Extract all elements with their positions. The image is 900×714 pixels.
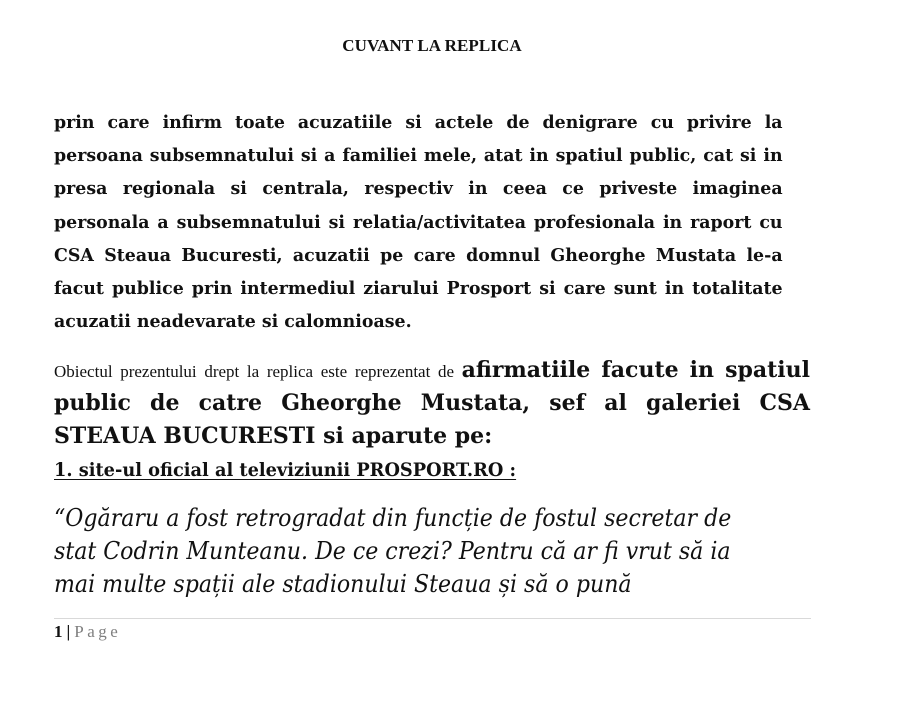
site-heading: 1. site-ul oficial al televiziunii PROSPORT.RO : (54, 460, 517, 481)
page-number: 1 (54, 622, 63, 641)
paragraph-object-emphasis: afirmatiile facute in spatiul public de catre Gheorghe Mustata, sef al galeriei CSA STEAUA BUCURESTI si aparute pe: (54, 357, 810, 449)
paragraph-denial: prin care infirm toate acuzatiile si actele de denigrare cu privire la persoana subsemnatului si a familiei mele, atat in spatiul public, cat si in presa regionala si centrala, respectiv in ceea ce priveste imaginea personala a subsemnatului si relatia/activitatea profesionala in raport cu CSA Steaua Bucuresti, acuzatii pe care domnul Gheorghe Mustata le-a facut publice prin intermediul ziarului Prosport si care sunt in totalitate acuzatii neadevarate si calomnioase. (54, 112, 783, 333)
quoted-statement: “Ogăraru a fost retrogradat din funcție de fostul secretar de stat Codrin Munteanu. De ce crezi? Pentru că ar fi vrut să ia mai multe spații ale stadionului Steaua și să o pună (54, 504, 732, 598)
page-footer (54, 622, 121, 642)
page-label: Page (74, 622, 122, 641)
document-title: CUVANT LA REPLICA (342, 36, 522, 55)
footer-divider (54, 618, 811, 619)
paragraph-object-lead: Obiectul prezentului drept la replica este reprezentat de (54, 362, 462, 381)
paragraph-object (54, 355, 810, 454)
footer-separator: | (66, 622, 71, 641)
